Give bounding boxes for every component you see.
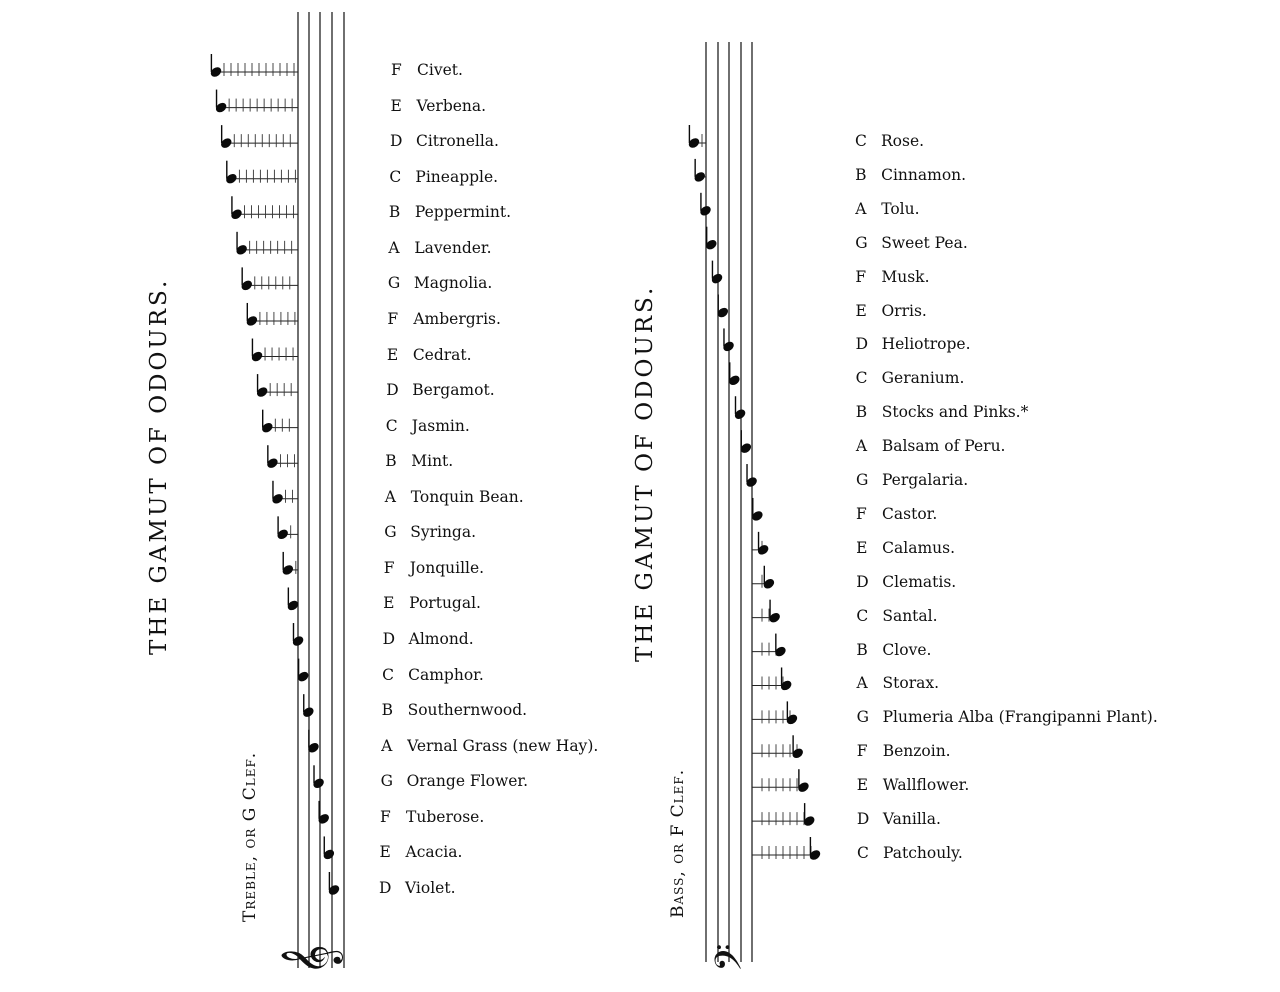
bass-clef-label: Bass, or F Clef.	[668, 768, 688, 918]
bass-entry	[856, 437, 1006, 455]
treble-odour-name: Syringa.	[410, 523, 477, 542]
bass-odour-name: Storax.	[882, 674, 940, 693]
bass-odour-name: Balsam of Peru.	[881, 437, 1006, 456]
bass-entry	[856, 641, 931, 659]
treble-note-letter: E	[390, 96, 402, 115]
bass-entry	[857, 742, 951, 760]
treble-odour-name: Peppermint.	[414, 203, 512, 222]
bass-odour-name: Castor.	[882, 504, 938, 523]
treble-note-letter: D	[379, 879, 392, 897]
treble-note-letter: D	[386, 381, 399, 400]
treble-odour-name: Almond.	[408, 630, 474, 649]
bass-odour-name: Vanilla.	[882, 810, 941, 829]
treble-odour-name: Cedrat.	[412, 345, 472, 364]
bass-note-letter: B	[855, 165, 867, 184]
treble-odour-name: Tonquin Bean.	[410, 487, 524, 506]
treble-note-letter: A	[388, 238, 400, 257]
treble-odour-name: Portugal.	[409, 594, 481, 613]
treble-note-letter: A	[384, 487, 396, 506]
treble-odour-name: Camphor.	[408, 665, 484, 684]
treble-note-letter: G	[387, 274, 401, 293]
bass-odour-name: Musk.	[881, 267, 930, 286]
bass-odour-name: Wallflower.	[882, 776, 970, 795]
treble-odour-name: Citronella.	[415, 132, 499, 151]
treble-odour-name: Orange Flower.	[406, 772, 529, 791]
treble-note-letter: E	[386, 345, 399, 364]
bass-note-letter: F	[856, 504, 867, 523]
bass-note-letter: C	[855, 132, 867, 150]
bass-odour-name: Sweet Pea.	[881, 233, 968, 252]
treble-odour-name: Violet.	[405, 879, 456, 897]
treble-note-letter: G	[384, 523, 397, 542]
bass-odour-name: Orris.	[881, 301, 927, 320]
treble-odour-name: Tuberose.	[406, 807, 485, 826]
treble-odour-name: Southernwood.	[407, 701, 528, 720]
treble-odour-name: Civet.	[417, 61, 463, 79]
bass-note-letter: B	[855, 403, 868, 422]
treble-note-letter: G	[380, 772, 393, 791]
bass-note-letter: G	[855, 471, 869, 490]
treble-odour-name: Jonquille.	[409, 558, 485, 577]
bass-entry	[855, 166, 966, 184]
bass-odour-name: Stocks and Pinks.*	[881, 403, 1029, 422]
bass-odour-name: Patchouly.	[883, 844, 963, 862]
bass-note-letter: G	[855, 233, 868, 252]
bass-entry	[857, 844, 963, 862]
treble-note-letter: F	[387, 309, 399, 328]
bass-clef-icon: 𝄢	[708, 943, 759, 972]
treble-note-letter: F	[391, 61, 402, 79]
bass-title: THE GAMUT OF ODOURS.	[632, 284, 658, 662]
bass-entry	[856, 607, 937, 625]
treble-note-letter: D	[382, 630, 396, 649]
treble-odour-name: Pineapple.	[415, 167, 499, 186]
bass-note-letter: D	[855, 335, 868, 354]
bass-odour-name: Pergalaria.	[881, 471, 969, 490]
bass-entry	[856, 539, 955, 557]
bass-note-letter: D	[856, 572, 869, 591]
bass-odour-name: Cinnamon.	[881, 165, 967, 184]
bass-note-letter: A	[855, 437, 868, 456]
bass-note-letter: C	[857, 844, 869, 862]
treble-note-letter: C	[382, 665, 394, 684]
treble-odour-name: Vernal Grass (new Hay).	[407, 736, 599, 755]
bass-note-letter: A	[855, 199, 867, 218]
treble-note-letter: A	[381, 736, 393, 755]
bass-odour-name: Heliotrope.	[881, 335, 971, 354]
bass-note-letter: G	[856, 708, 869, 727]
bass-note-letter: A	[856, 674, 868, 693]
bass-entry	[857, 810, 941, 828]
treble-odour-name: Bergamot.	[412, 381, 495, 400]
treble-odour-name: Magnolia.	[413, 274, 493, 293]
treble-clef-label: Treble, or G Clef.	[240, 751, 260, 922]
treble-odour-name: Mint.	[411, 452, 454, 471]
treble-note-letter: B	[388, 203, 401, 222]
treble-note-letter: E	[379, 843, 391, 862]
bass-entry	[856, 573, 956, 591]
bass-entry	[857, 776, 969, 794]
bass-entry	[856, 403, 1029, 421]
treble-odour-name: Lavender.	[414, 238, 492, 257]
bass-note-letter: E	[855, 301, 867, 320]
bass-note-letter: F	[856, 742, 868, 761]
bass-odour-name: Plumeria Alba (Frangipanni Plant).	[882, 708, 1158, 727]
treble-odour-name: Ambergris.	[413, 309, 501, 328]
bass-note-letter: C	[855, 369, 868, 388]
treble-note-letter: D	[389, 132, 403, 151]
treble-odour-name: Acacia.	[405, 843, 463, 862]
bass-entry	[855, 234, 967, 252]
bass-entry	[855, 132, 924, 150]
treble-note-letter: F	[380, 807, 391, 826]
bass-note-letter: C	[856, 606, 869, 625]
bass-odour-name: Rose.	[881, 132, 925, 150]
treble-note-letter: E	[383, 594, 395, 613]
bass-odour-name: Clove.	[882, 640, 932, 659]
bass-entry	[855, 200, 919, 218]
bass-entry	[857, 674, 940, 692]
bass-note-letter: E	[856, 538, 868, 557]
bass-entry	[856, 369, 965, 387]
bass-entry	[856, 505, 937, 523]
bass-odour-name: Clematis.	[882, 572, 957, 591]
bass-note-letter: F	[855, 267, 867, 286]
bass-entry	[857, 708, 1158, 726]
treble-title: THE GAMUT OF ODOURS.	[146, 277, 172, 655]
bass-entry	[855, 302, 926, 320]
treble-note-letter: C	[385, 416, 398, 435]
bass-odour-name: Geranium.	[881, 369, 965, 388]
bass-odour-name: Calamus.	[882, 538, 956, 557]
bass-entry	[855, 268, 929, 286]
bass-note-letter: E	[856, 776, 869, 795]
treble-note-letter: B	[381, 701, 393, 720]
bass-entry	[856, 471, 968, 489]
treble-note-letter: B	[385, 452, 397, 471]
bass-odour-name: Tolu.	[881, 199, 920, 218]
bass-entry	[856, 335, 971, 353]
treble-note-letter: F	[383, 558, 395, 577]
bass-note-letter: B	[856, 640, 868, 659]
bass-note-letter: D	[856, 810, 870, 829]
treble-note-letter: C	[389, 167, 402, 186]
bass-odour-name: Santal.	[882, 606, 938, 625]
treble-clef-icon: 𝄞	[281, 944, 341, 975]
bass-odour-name: Benzoin.	[882, 742, 951, 761]
treble-odour-name: Verbena.	[416, 96, 487, 115]
treble-odour-name: Jasmin.	[411, 416, 470, 435]
